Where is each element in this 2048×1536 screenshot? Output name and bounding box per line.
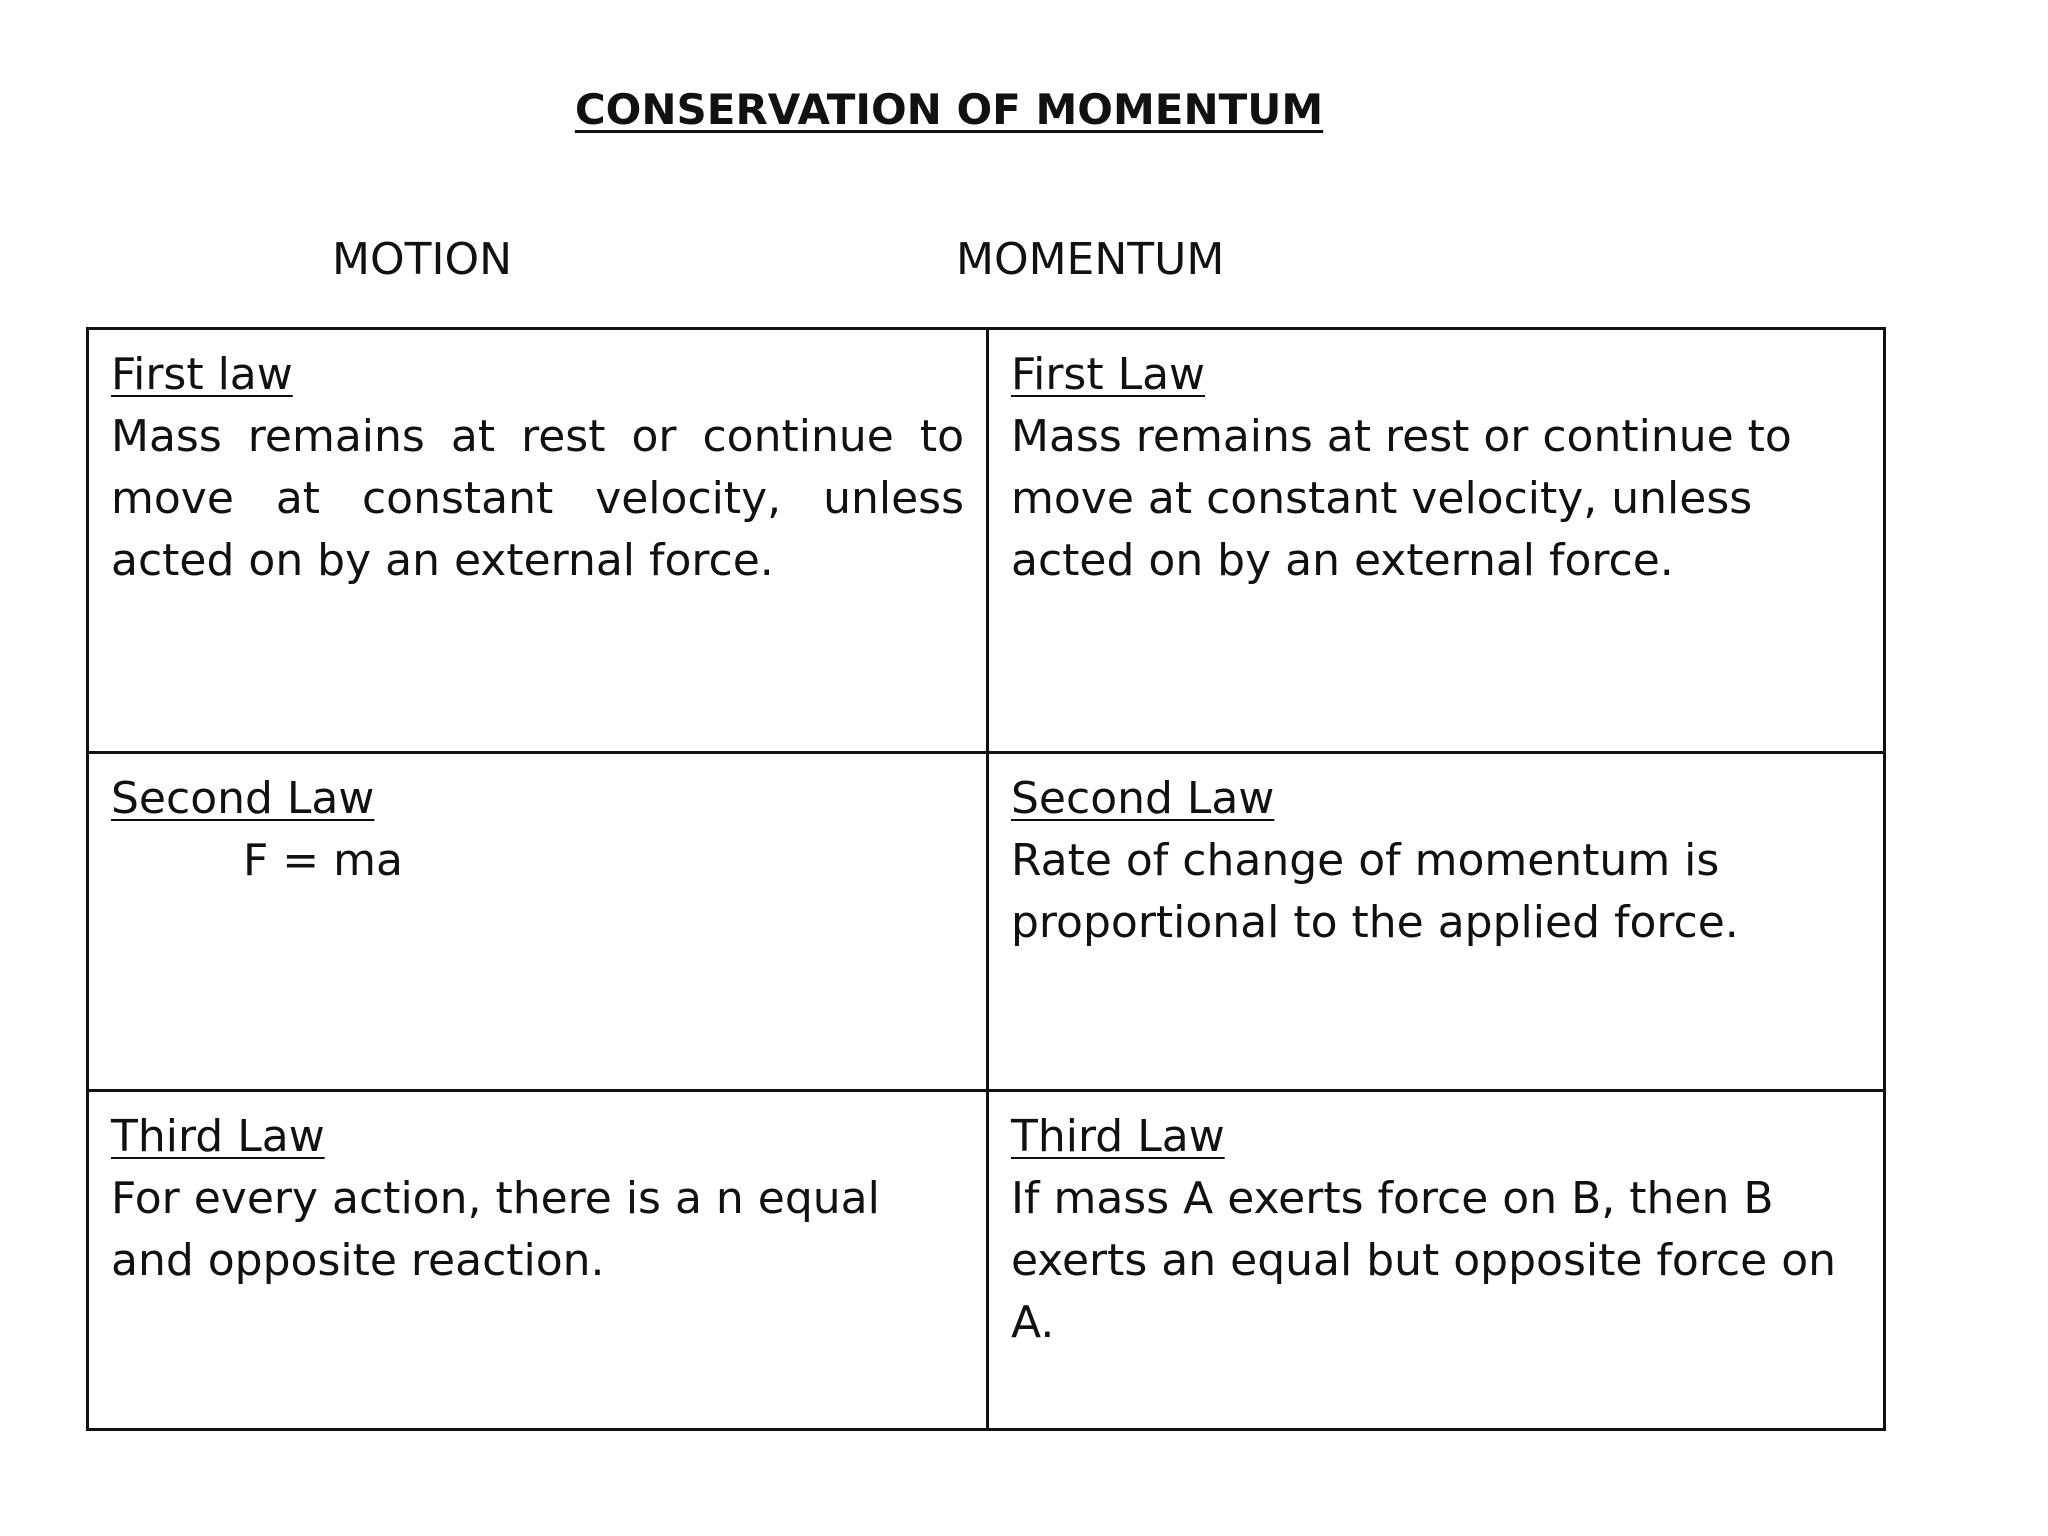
- table-cell-motion-second-law: [89, 754, 989, 1092]
- document-title: CONSERVATION OF MOMENTUM: [574, 85, 1324, 134]
- law-heading: Third Law: [1011, 1111, 1225, 1162]
- column-header-motion: MOTION: [332, 234, 512, 285]
- table-cell-motion-third-law: [89, 1092, 989, 1428]
- table-cell-momentum-first-law: [989, 330, 1886, 754]
- law-description: If mass A exerts force on B, then B exerts an equal but opposite force on A.: [1011, 1173, 1836, 1348]
- law-description: For every action, there is a n equal and opposite reaction.: [111, 1173, 880, 1286]
- law-heading: First Law: [1011, 349, 1206, 400]
- law-description: Mass remains at rest or continue to move at constant velocity, unless acted on by an external force.: [1011, 411, 1792, 586]
- table-cell-momentum-third-law: [989, 1092, 1886, 1428]
- law-heading: First law: [111, 349, 293, 400]
- table-cell-motion-first-law: [89, 330, 989, 754]
- law-heading: Second Law: [111, 773, 375, 824]
- law-description: Mass remains at rest or continue to move at constant velocity, unless acted on by an external force.: [111, 411, 964, 586]
- law-heading: Third Law: [111, 1111, 325, 1162]
- comparison-table: [86, 327, 1886, 1431]
- law-description: Rate of change of momentum is proportional to the applied force.: [1011, 835, 1739, 948]
- column-header-momentum: MOMENTUM: [956, 234, 1225, 285]
- table-cell-momentum-second-law: [989, 754, 1886, 1092]
- law-heading: Second Law: [1011, 773, 1275, 824]
- law-formula: F = ma: [243, 835, 403, 886]
